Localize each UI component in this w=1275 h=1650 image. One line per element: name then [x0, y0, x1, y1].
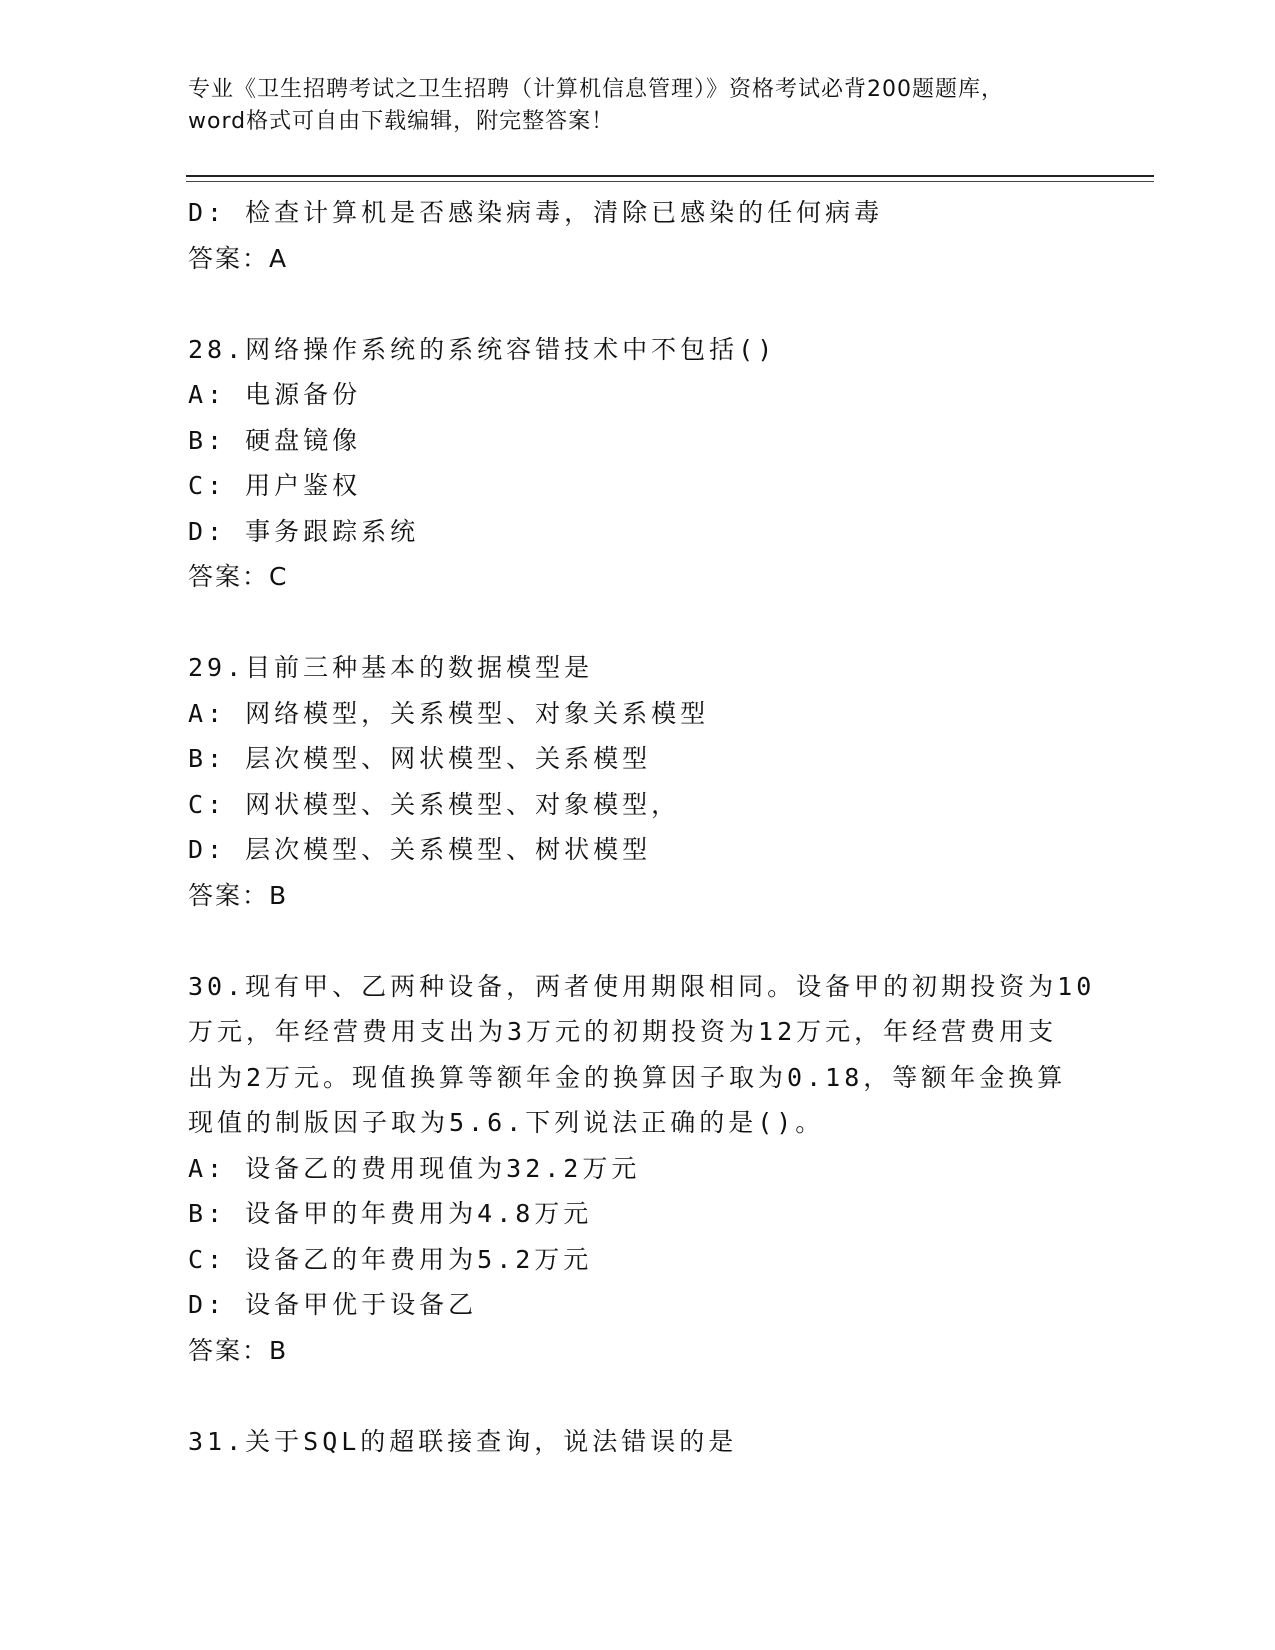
spacer [188, 1373, 1088, 1419]
question-27-tail [188, 190, 1088, 281]
question-text-line-4: 现值的制版因子取为5.6.下列说法正确的是()。 [188, 1108, 825, 1137]
spacer [188, 600, 1088, 646]
option-b: B: 设备甲的年费用为4.8万元 [188, 1199, 593, 1228]
spacer [188, 281, 1088, 327]
answer-line: 答案：A [188, 243, 289, 273]
question-text: 28.网络操作系统的系统容错技术中不包括() [188, 334, 777, 364]
option-b: B: 层次模型、网状模型、关系模型 [188, 744, 652, 773]
question-list [188, 190, 1096, 1464]
header-divider-thick [186, 175, 1154, 177]
question-28 [188, 327, 1088, 600]
option-c: C: 网状模型、关系模型、对象模型， [188, 789, 681, 819]
answer-line: 答案：B [188, 880, 289, 910]
header-line-2: word格式可自由下载编辑，附完整答案！ [188, 109, 615, 134]
question-29 [188, 645, 1088, 918]
option-d: D: 设备甲优于设备乙 [188, 1290, 478, 1319]
option-b: B: 硬盘镜像 [188, 425, 362, 455]
answer-line: 答案：B [188, 1335, 289, 1365]
document-header [188, 74, 1088, 138]
option-a: A: 电源备份 [188, 380, 362, 409]
spacer [188, 918, 1088, 964]
question-text-line-1: 30.现有甲、乙两种设备，两者使用期限相同。设备甲的初期投资为10 [188, 971, 1096, 1001]
question-text-line-2: 万元，年经营费用支出为3万元的初期投资为12万元，年经营费用支 [188, 1017, 1058, 1046]
question-text: 29.目前三种基本的数据模型是 [188, 653, 594, 682]
header-divider-thin [186, 181, 1154, 182]
question-31 [188, 1419, 1088, 1465]
option-c: C: 用户鉴权 [188, 471, 362, 500]
header-line-1: 专业《卫生招聘考试之卫生招聘（计算机信息管理）》资格考试必背200题题库， [188, 77, 1004, 102]
answer-line: 答案：C [188, 562, 289, 591]
option-d: D: 检查计算机是否感染病毒，清除已感染的任何病毒 [188, 198, 884, 227]
option-d: D: 层次模型、关系模型、树状模型 [188, 835, 652, 864]
option-d: D: 事务跟踪系统 [188, 516, 420, 546]
question-text: 31.关于SQL的超联接查询，说法错误的是 [188, 1426, 738, 1456]
question-text-line-3: 出为2万元。现值换算等额年金的换算因子取为0.18，等额年金换算 [188, 1062, 1067, 1092]
option-a: A: 网络模型，关系模型、对象关系模型 [188, 698, 710, 728]
question-30 [188, 964, 1096, 1374]
option-c: C: 设备乙的年费用为5.2万元 [188, 1244, 593, 1274]
option-a: A: 设备乙的费用现值为32.2万元 [188, 1153, 641, 1183]
